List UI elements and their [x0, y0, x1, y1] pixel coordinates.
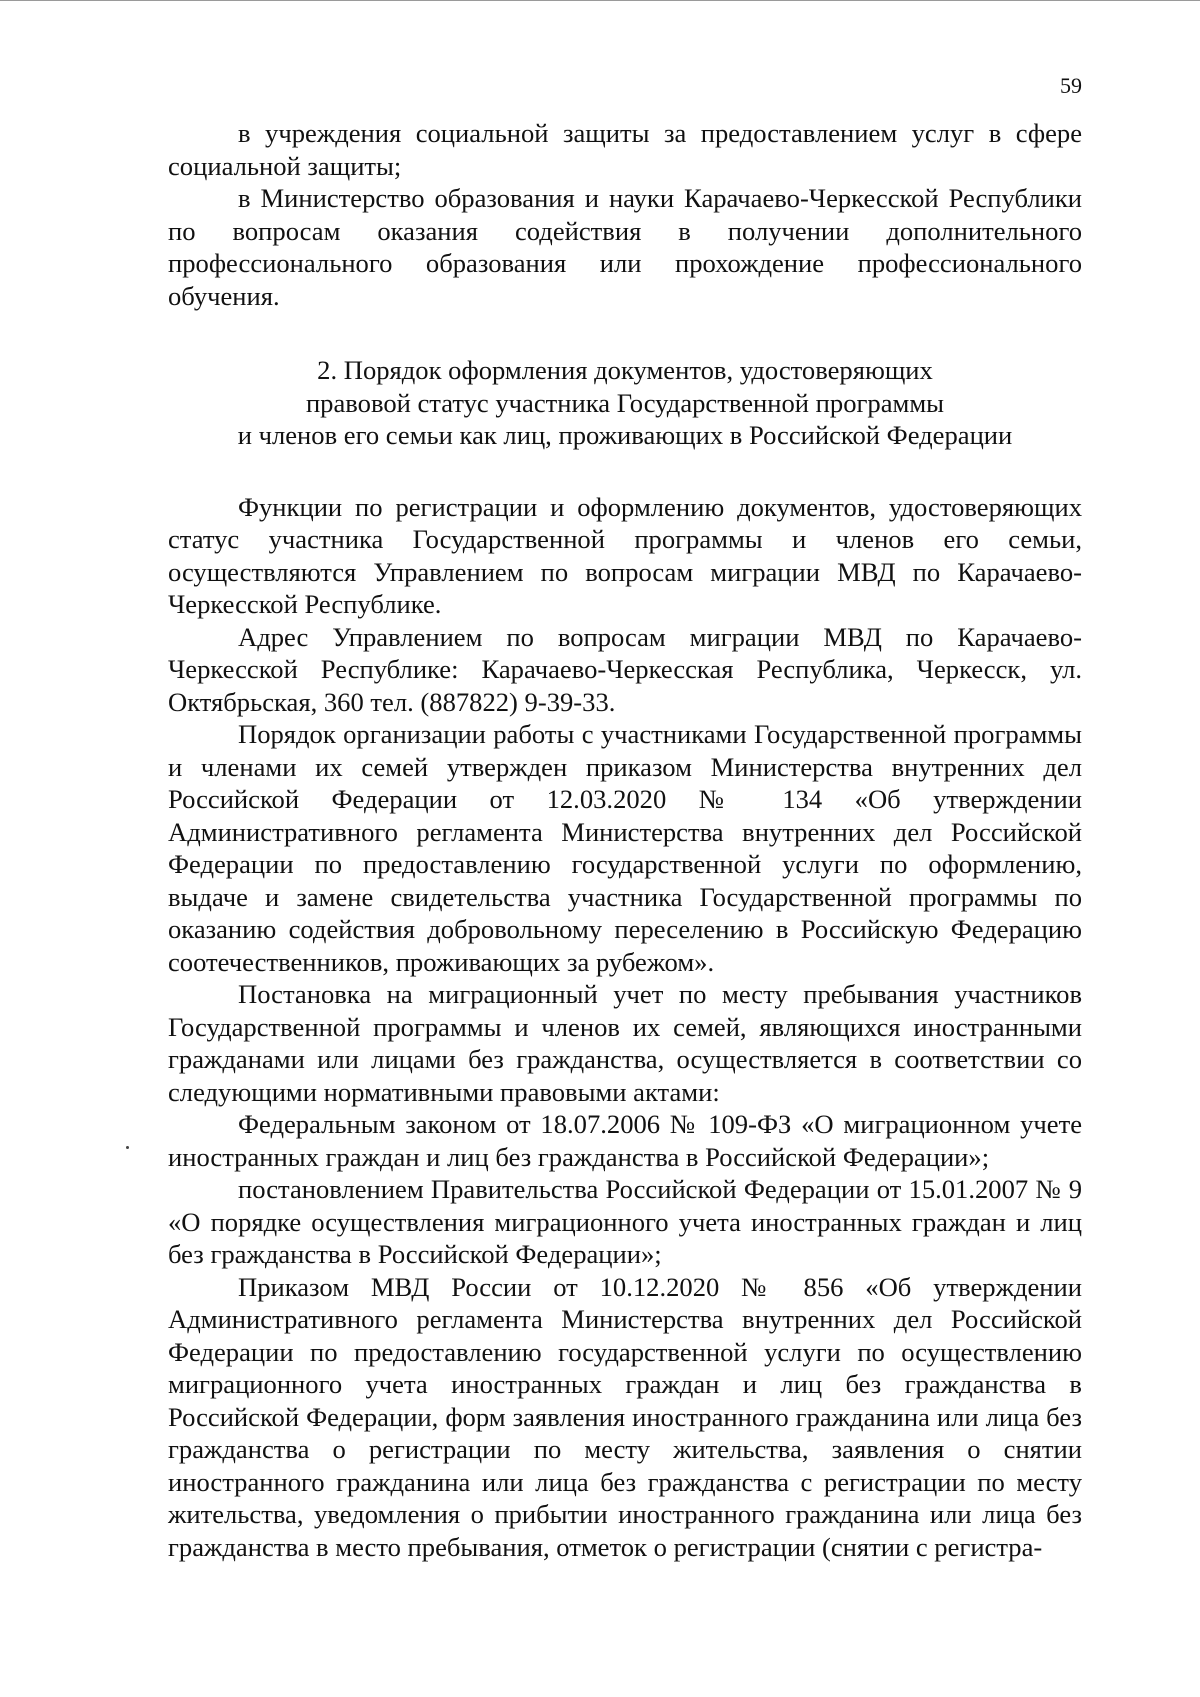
paragraph-mvd-order: Приказом МВД России от 10.12.2020 № 856 «Об утверждении Административного регламента Министерства внутренних дел Российской Федерации по предоставлению государственной услуги по осуществлению миграционного учета иностранных граждан и лиц без гражданства в Российской Федерации, форм заявления иностранного гражданина или лица без гражданства о регистрации по месту жительства, заявления о снятии иностранного гражданина или лица без гражданства с регистрации по месту жительства, уведомления о прибытии иностранного гражданина или лица без гражданства в место пребывания, отметок о регистрации (снятии с регистра-	[168, 1271, 1082, 1562]
section-heading-line: 2. Порядок оформления документов, удостоверяющих	[317, 355, 933, 385]
scan-speck	[126, 1146, 129, 1149]
paragraph-federal-law: Федеральным законом от 18.07.2006 № 109-ФЗ «О миграционном учете иностранных граждан и лиц без гражданства в Российской Федерации»;	[168, 1109, 1082, 1172]
paragraph-ministry-education: в Министерство образования и науки Карачаево-Черкесской Республики по вопросам оказания содействия в получении дополнительного профессионального образования или прохождение профессионального обучения.	[168, 183, 1082, 311]
paragraph-migration-registration: Постановка на миграционный учет по месту пребывания участников Государственной программы и членов их семей, являющихся иностранными гражданами или лицами без гражданства, осуществляется в соответствии со следующими нормативными правовыми актами:	[168, 979, 1082, 1107]
section-heading	[168, 354, 1082, 452]
paragraph-social-protection: в учреждения социальной защиты за предоставлением услуг в сфере социальной защиты;	[168, 118, 1082, 181]
paragraph-government-decree: постановлением Правительства Российской Федерации от 15.01.2007 № 9 «О порядке осуществления миграционного учета иностранных граждан и лиц без гражданства в Российской Федерации»;	[168, 1174, 1082, 1269]
paragraph-registration-functions: Функции по регистрации и оформлению документов, удостоверяющих статус участника Государственной программы и членов его семьи, осуществляются Управлением по вопросам миграции МВД по Карачаево-Черкесской Республике.	[168, 491, 1082, 619]
document-text	[168, 117, 1082, 1563]
section-heading-line: правовой статус участника Государственной программы	[305, 387, 945, 418]
paragraph-work-procedure: Порядок организации работы с участниками Государственной программы и членами их семей утвержден приказом Министерства внутренних дел Российской Федерации от 12.03.2020 № 134 «Об утверждении Административного регламента Министерства внутренних дел Российской Федерации по предоставлению государственной услуги по оформлению, выдаче и замене свидетельства участника Государственной программы по оказанию содействия добровольному переселению в Российскую Федерацию соотечественников, проживающих за рубежом».	[168, 719, 1082, 977]
page-number: 59	[1060, 73, 1082, 98]
paragraph-office-address: Адрес Управлением по вопросам миграции МВД по Карачаево-Черкесской Республике: Карачаево-Черкесская Республика, Черкесск, ул. Октябрьская, 360 тел. (887822) 9-39-33.	[168, 621, 1082, 717]
section-heading-line: и членов его семьи как лиц, проживающих в Российской Федерации	[237, 420, 1013, 450]
